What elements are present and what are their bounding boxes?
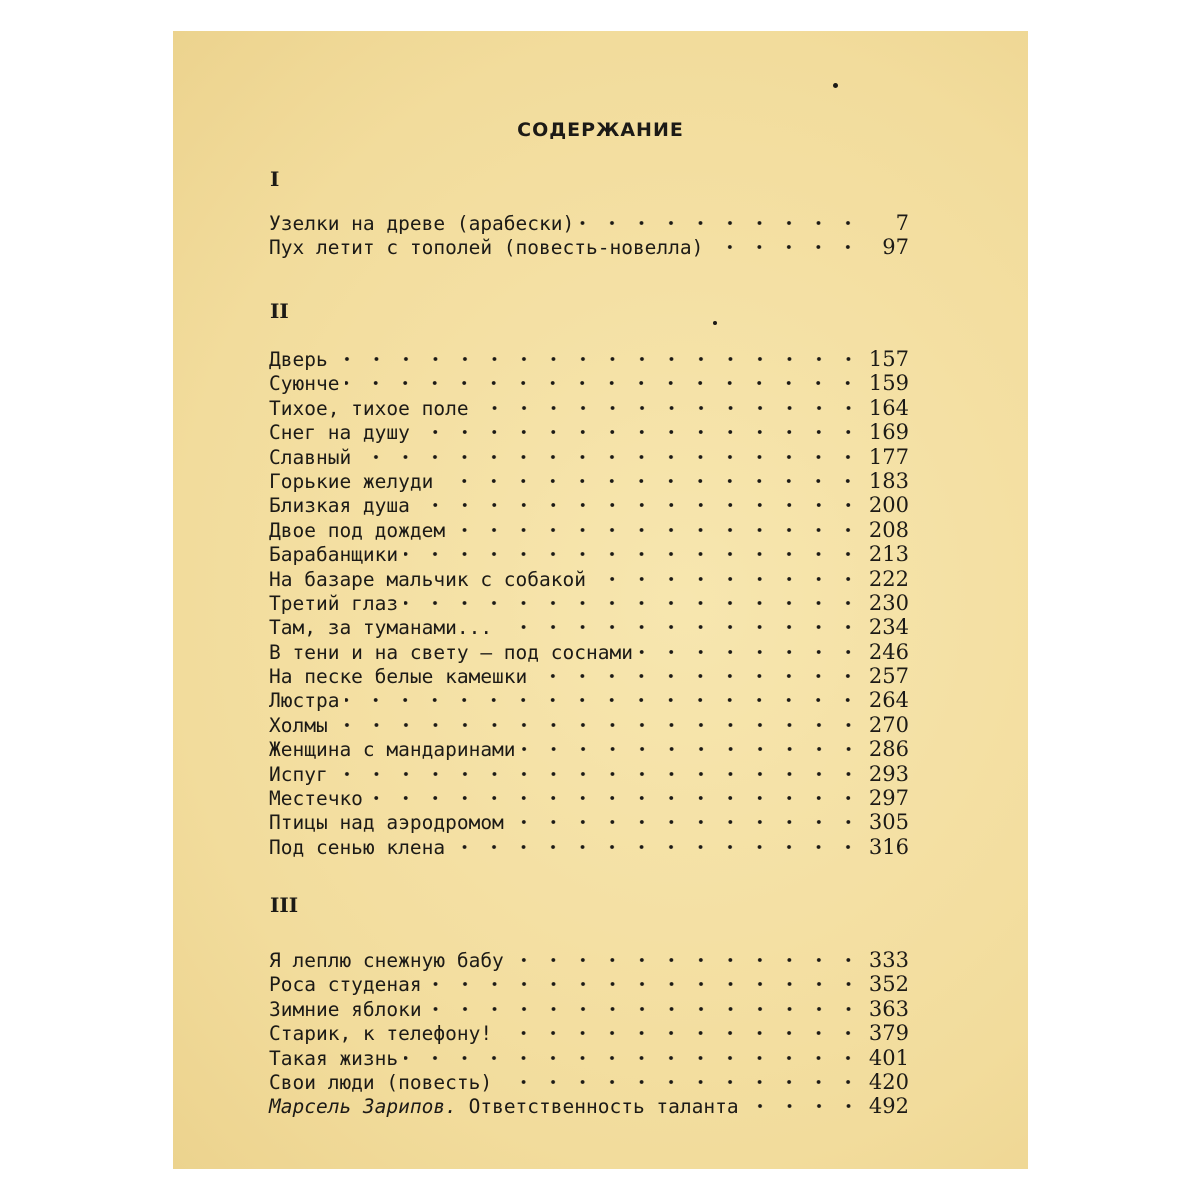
leader-dots xyxy=(498,624,863,630)
entry-page: 297 xyxy=(868,786,909,811)
entry-page: 230 xyxy=(868,590,909,615)
leader-dots xyxy=(639,649,863,655)
entry-page: 183 xyxy=(868,468,909,493)
entry-page: 264 xyxy=(868,688,909,713)
leader-dots xyxy=(745,1103,863,1109)
toc-section-1 xyxy=(269,211,909,260)
toc-entry xyxy=(269,810,909,834)
entry-title: Горькие желуди xyxy=(269,469,434,493)
entry-title: На базаре мальчик с собакой xyxy=(269,567,586,591)
ink-speck xyxy=(713,321,717,325)
leader-dots xyxy=(369,795,863,801)
toc-entry xyxy=(269,211,909,235)
entry-page: 7 xyxy=(895,211,909,235)
entry-page: 420 xyxy=(868,1069,909,1094)
entry-title: Люстра xyxy=(269,689,340,713)
entry-page: 157 xyxy=(868,347,909,371)
leader-dots xyxy=(416,502,863,508)
leader-dots xyxy=(510,819,863,825)
leader-dots xyxy=(334,771,863,777)
entry-page: 257 xyxy=(868,664,909,689)
toc-entry xyxy=(269,542,909,566)
entry-title: Снег на душу xyxy=(269,421,410,445)
entry-page: 200 xyxy=(868,493,909,518)
leader-dots xyxy=(345,380,862,386)
entry-title: Зимние яблоки xyxy=(269,997,422,1021)
entry-author: Марсель Зарипов. xyxy=(269,1095,457,1119)
section-label-1: I xyxy=(270,167,280,191)
entry-title: Суюнче xyxy=(269,372,340,396)
entry-page: 293 xyxy=(868,761,909,786)
leader-dots xyxy=(334,722,863,728)
entry-page: 177 xyxy=(868,444,909,469)
entry-title: В тени и на свету — под соснами xyxy=(269,640,633,664)
leader-dots xyxy=(357,454,863,460)
entry-page: 352 xyxy=(868,972,909,997)
entry-title: Роса студеная xyxy=(269,973,422,997)
entry-title-text: Ответственность таланта xyxy=(468,1095,739,1119)
toc-entry xyxy=(269,1021,909,1045)
entry-title: Узелки на древе (арабески) xyxy=(269,212,575,235)
entry-page: 213 xyxy=(868,542,909,567)
entry-title: Славный xyxy=(269,445,352,469)
leader-dots xyxy=(475,405,863,411)
entry-title: Испуг xyxy=(269,762,328,786)
ink-speck xyxy=(833,83,838,88)
toc-entry xyxy=(269,493,909,517)
toc-entry xyxy=(269,396,909,420)
entry-title: Пух летит с тополей (повесть-новелла) xyxy=(269,236,704,260)
toc-entry xyxy=(269,997,909,1021)
leader-dots xyxy=(334,356,863,362)
entry-title xyxy=(269,1095,739,1118)
toc-entry xyxy=(269,518,909,542)
entry-title: Под сенью клена xyxy=(269,835,446,859)
leader-dots xyxy=(510,957,863,963)
entry-page: 222 xyxy=(868,566,909,591)
leader-dots xyxy=(522,746,863,752)
entry-title: Такая жизнь xyxy=(269,1046,399,1070)
toc-entry xyxy=(269,235,909,259)
entry-page: 379 xyxy=(868,1021,909,1046)
entry-title: Местечко xyxy=(269,787,363,811)
entry-page: 164 xyxy=(868,395,909,420)
toc-entry xyxy=(269,469,909,493)
entry-title: Третий глаз xyxy=(269,591,399,615)
entry-page: 246 xyxy=(868,639,909,664)
toc-entry xyxy=(269,591,909,615)
entry-title: Дверь xyxy=(269,348,328,371)
leader-dots xyxy=(404,1055,863,1061)
entry-page: 234 xyxy=(868,615,909,640)
leader-dots xyxy=(428,981,863,987)
section-label-3: III xyxy=(270,893,299,917)
entry-title: Женщина с мандаринами xyxy=(269,738,516,762)
toc-entry xyxy=(269,371,909,395)
toc-entry xyxy=(269,972,909,996)
leader-dots xyxy=(428,1006,863,1012)
entry-page: 208 xyxy=(868,517,909,542)
toc-entry xyxy=(269,420,909,444)
leader-dots xyxy=(498,1079,863,1085)
toc-entry xyxy=(269,762,909,786)
entry-page: 169 xyxy=(868,420,909,445)
toc-entry xyxy=(269,1094,909,1118)
entry-page: 333 xyxy=(868,948,909,972)
entry-title: Холмы xyxy=(269,713,328,737)
leader-dots xyxy=(345,697,862,703)
toc-entry xyxy=(269,737,909,761)
entry-title: Барабанщики xyxy=(269,543,399,567)
toc-entry xyxy=(269,948,909,972)
toc-entry xyxy=(269,688,909,712)
entry-page: 286 xyxy=(868,737,909,762)
entry-page: 316 xyxy=(868,834,909,859)
entry-title: Птицы над аэродромом xyxy=(269,811,504,835)
leader-dots xyxy=(404,551,863,557)
toc-entry xyxy=(269,664,909,688)
toc-entry xyxy=(269,615,909,639)
leader-dots xyxy=(451,527,863,533)
leader-dots xyxy=(498,1030,863,1036)
toc-entry xyxy=(269,445,909,469)
section-label-2: II xyxy=(270,299,289,323)
leader-dots xyxy=(416,429,863,435)
entry-title: На песке белые камешки xyxy=(269,665,528,689)
toc-entry xyxy=(269,347,909,371)
entry-page: 159 xyxy=(868,371,909,396)
entry-title: Близкая душа xyxy=(269,494,410,518)
entry-page: 401 xyxy=(868,1045,909,1070)
toc-entry xyxy=(269,713,909,737)
entry-title: Двое под дождем xyxy=(269,518,446,542)
entry-page: 270 xyxy=(868,712,909,737)
leader-dots xyxy=(533,673,863,679)
toc-entry xyxy=(269,640,909,664)
entry-title: Там, за туманами... xyxy=(269,616,493,640)
toc-entry xyxy=(269,567,909,591)
entry-page: 363 xyxy=(868,996,909,1021)
entry-page: 97 xyxy=(882,235,909,260)
entry-title: Тихое, тихое поле xyxy=(269,396,469,420)
entry-title: Я леплю снежную бабу xyxy=(269,949,504,972)
entry-title: Свои люди (повесть) xyxy=(269,1070,493,1094)
entry-page: 492 xyxy=(868,1094,909,1119)
leader-dots xyxy=(404,600,863,606)
entry-title: Старик, к телефону! xyxy=(269,1022,493,1046)
leader-dots xyxy=(439,478,863,484)
entry-page: 305 xyxy=(868,810,909,835)
leader-dots xyxy=(592,576,863,582)
page-title: СОДЕРЖАНИЕ xyxy=(517,119,684,141)
toc-section-3 xyxy=(269,948,909,1119)
leader-dots xyxy=(451,844,863,850)
toc-section-2 xyxy=(269,347,909,859)
toc-entry xyxy=(269,1046,909,1070)
toc-entry xyxy=(269,1070,909,1094)
toc-entry xyxy=(269,786,909,810)
book-page xyxy=(173,31,1028,1169)
toc-entry xyxy=(269,835,909,859)
leader-dots xyxy=(580,220,863,226)
leader-dots xyxy=(709,244,863,250)
